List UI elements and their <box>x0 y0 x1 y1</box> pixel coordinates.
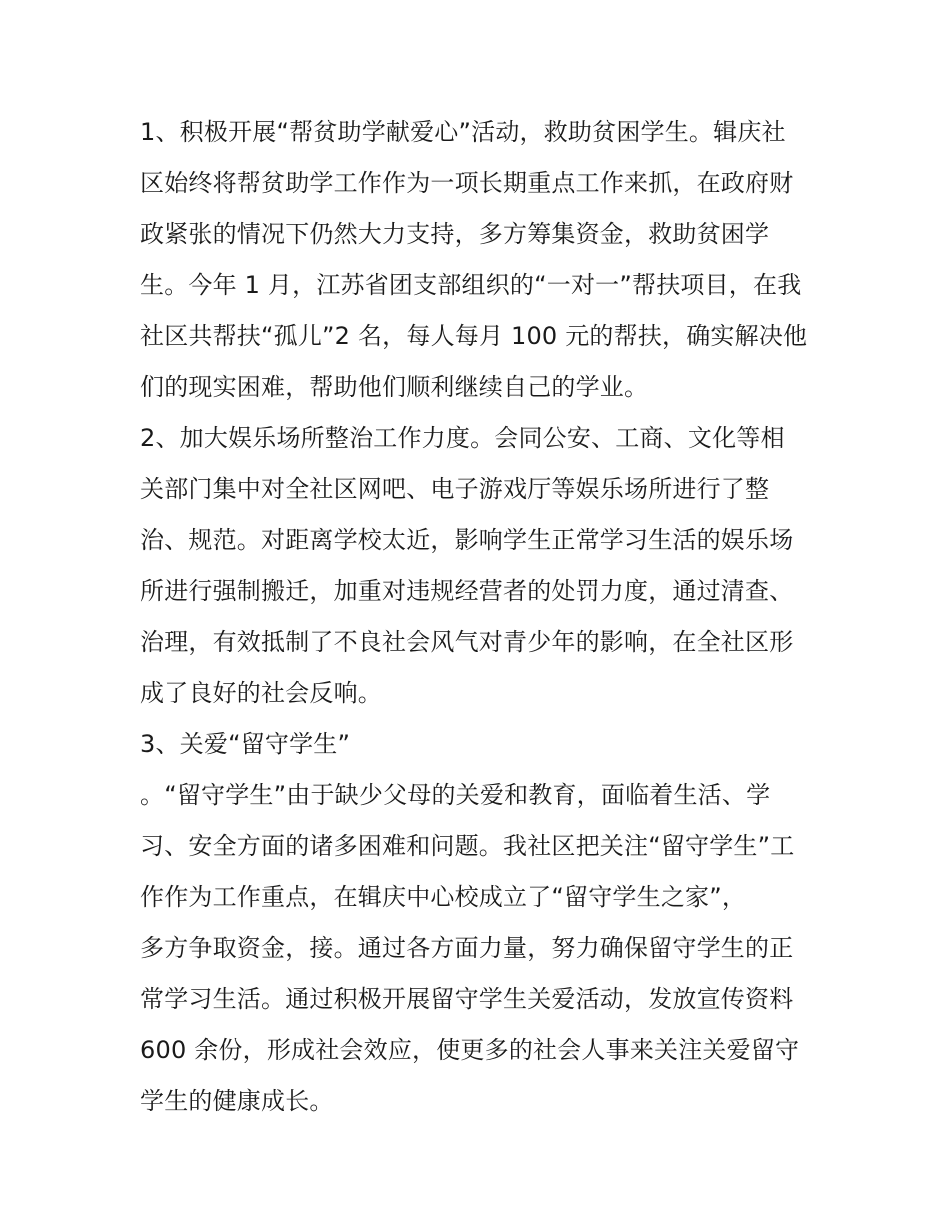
text-line: 生。今年 1 月，江苏省团支部组织的“一对一”帮扶项目，在我 <box>140 271 802 299</box>
text-line: 所进行强制搬迁，加重对违规经营者的处罚力度，通过清查、 <box>140 577 794 605</box>
text-line: 2、加大娱乐场所整治工作力度。会同公安、工商、文化等相 <box>140 424 785 452</box>
paragraph-3-body <box>140 770 830 1127</box>
text-line: 常学习生活。通过积极开展留守学生关爱活动，发放宣传资料 <box>140 985 794 1013</box>
paragraph-1 <box>140 107 830 413</box>
text-line: 600 余份，形成社会效应，使更多的社会人事来关注关爱留守 <box>140 1036 800 1064</box>
text-line: 学生的健康成长。 <box>140 1087 334 1115</box>
text-line: 3、关爱“留守学生” <box>140 730 351 758</box>
text-line: 多方争取资金，接。通过各方面力量，努力确保留守学生的正 <box>140 934 794 962</box>
text-line: 。“留守学生”由于缺少父母的关爱和教育，面临着生活、学 <box>140 781 771 809</box>
text-line: 1、积极开展“帮贫助学献爱心”活动，救助贫困学生。辑庆社 <box>140 118 786 146</box>
paragraph-2 <box>140 413 830 719</box>
text-line: 习、安全方面的诸多困难和问题。我社区把关注“留守学生”工 <box>140 832 795 860</box>
document-body <box>140 107 830 1127</box>
text-line: 治、规范。对距离学校太近，影响学生正常学习生活的娱乐场 <box>140 526 794 554</box>
text-line: 们的现实困难，帮助他们顺利继续自己的学业。 <box>140 373 649 401</box>
text-line: 关部门集中对全社区网吧、电子游戏厅等娱乐场所进行了整 <box>140 475 770 503</box>
text-line: 成了良好的社会反响。 <box>140 679 382 707</box>
text-line: 区始终将帮贫助学工作作为一项长期重点工作来抓，在政府财 <box>140 169 794 197</box>
text-line: 治理，有效抵制了不良社会风气对青少年的影响，在全社区形 <box>140 628 794 656</box>
text-line: 作作为工作重点，在辑庆中心校成立了“留守学生之家”， <box>140 883 747 911</box>
text-line: 政紧张的情况下仍然大力支持，多方筹集资金，救助贫困学 <box>140 220 770 248</box>
paragraph-3-heading <box>140 719 830 770</box>
text-line: 社区共帮扶“孤儿”2 名，每人每月 100 元的帮扶，确实解决他 <box>140 322 808 350</box>
